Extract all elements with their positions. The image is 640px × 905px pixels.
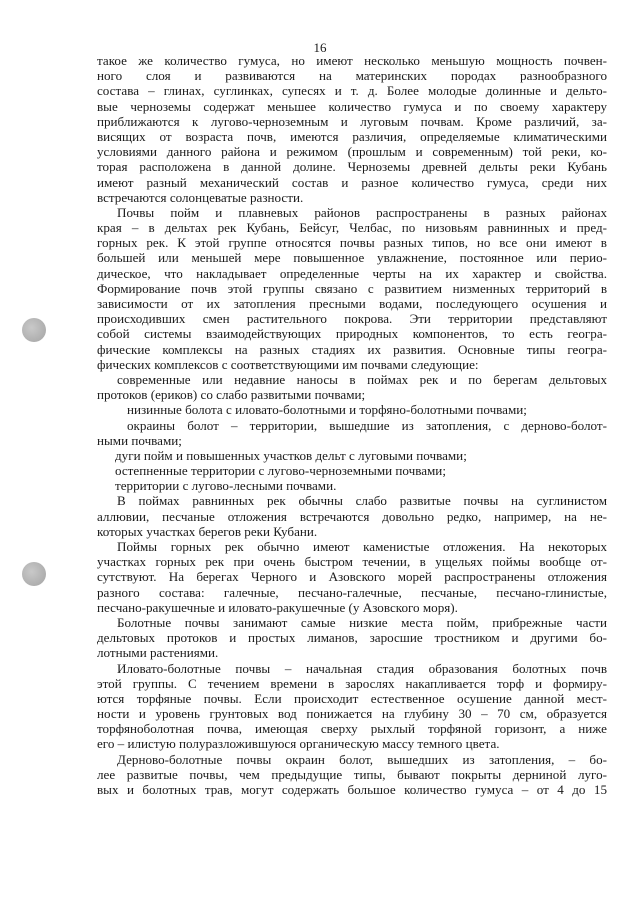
text-line: состава – глинах, суглинках, супесях и т. д. Более молодые долинные и дельто-: [97, 83, 607, 99]
binder-hole-bottom: [22, 562, 46, 586]
text-line: горных рек. К этой группе относятся почвы разных типов, но все они имеют в: [97, 235, 607, 251]
text-line: торфянoболотная почва, имеющая сверху рыхлый торфяной горизонт, а ниже: [97, 721, 607, 737]
text-line: этой группы. С течением времени в зарослях накапливается торф и формиру-: [97, 675, 607, 691]
text-line: остепненные территории с лугово-черноземными почвами;: [115, 463, 446, 479]
text-line: аллювии, песчаные отложения встречаются довольно редко, например, на не-: [97, 508, 607, 524]
text-line: дуги пойм и повышенных участков дельт с луговыми почвами;: [115, 447, 467, 463]
text-line: лее развитые почвы, чем предыдущие типы, бывают покрыты дерниной луго-: [97, 766, 607, 782]
text-line: сутствуют. На берегах Черного и Азовского морей распространены отложения: [97, 569, 607, 585]
page-number: 16: [313, 40, 327, 55]
text-line: Поймы горных рек обычно имеют каменистые отложения. На некоторых: [117, 539, 607, 554]
text-line: участках горных рек при очень быстром течении, в ущельях поймы вообще от-: [97, 554, 607, 570]
text-line: Почвы пойм и плавневых районов распространены в разных районах: [117, 204, 607, 220]
text-line: вые черноземы содержат меньшее количество гумуса и по своему характеру: [97, 98, 607, 114]
text-line: низинные болота с иловато-болотными и торфяно-болотными почвами;: [127, 402, 527, 418]
text-line: ности и уровень грунтовых вод понижается на глубину 30 – 70 см, образуется: [97, 706, 607, 722]
text-line: дельтовых протоков и простых лиманов, заросшие тростником и другими бо-: [97, 630, 607, 646]
text-line: Дерново-болотные почвы окраин болот, вышедших из затопления, – бо-: [117, 751, 607, 767]
text-line: Формирование почв этой группы связано с развитием низменных территорий в: [97, 280, 607, 296]
text-line: территории с лугово-лесными почвами.: [115, 478, 337, 494]
text-line: современные или недавние наносы в поймах рек и по берегам дельтовых: [117, 371, 607, 387]
text-line: встречаются солонцеватые разности.: [97, 189, 304, 205]
text-line: зависимости от их затопления пресными водами, последующего осушения и: [97, 296, 607, 311]
text-line: такое же количество гумуса, но имеют несколько меньшую мощность почвен-: [97, 53, 607, 68]
text-line: протоков (ериков) со слабо развитыми почвами;: [97, 387, 366, 403]
text-line: ного слоя и развиваются на материнских породах разнообразного: [97, 68, 607, 84]
text-line: большей или меньшей мере повышенное увлажнение, постоянное или перио-: [97, 250, 607, 266]
text-line: окраины болот – территории, вышедшие из затопления, с дерново-болот-: [127, 417, 607, 433]
text-line: фических комплексов с соответствующими им почвами следующие:: [97, 356, 479, 372]
text-line: разного состава: галечные, песчано-галечные, песчаные, песчано-глинистые,: [97, 584, 607, 600]
text-line: условиями данного района и режимом (прошлым и современным) той реки, ко-: [97, 144, 607, 160]
text-line: происходивших смен растительного покрова. Эти территории представляют: [97, 311, 607, 327]
text-line: Иловато-болотные почвы – начальная стадия образования болотных почв: [117, 660, 607, 676]
text-line: висящих от возраста почв, имеются различия, определяемые климатическими: [97, 128, 607, 144]
text-line: края – в дельтах рек Кубань, Бейсуг, Челбас, по низовьям равнинных и пред-: [97, 220, 607, 236]
text-line: имеют разный механический состав и разное количество гумуса, среди них: [97, 174, 607, 190]
text-line: его – илистую полуразложившуюся органическую массу темного цвета.: [97, 736, 500, 752]
text-line: ными почвами;: [97, 432, 182, 448]
text-line: торая расположена в данной долине. Черноземы древней дельты реки Кубань: [97, 159, 607, 175]
text-line: вых и болотных трав, могут содержать большое количество гумуса – от 4 до 15: [97, 782, 607, 797]
text-line: В поймах равнинных рек обычны слабо развитые почвы на суглинистом: [117, 493, 607, 509]
text-line: собой системы взаимодействующих природных компонентов, то есть геогра-: [97, 326, 607, 342]
text-line: песчано-ракушечные и иловато-ракушечные (у Азовского моря).: [97, 599, 458, 615]
text-line: лотными растениями.: [97, 645, 219, 661]
text-line: которых участках берегов реки Кубани.: [97, 523, 318, 539]
text-line: приближаются к лугово-черноземным и луговым почвам. Кроме различий, за-: [97, 113, 607, 129]
text-line: Болотные почвы занимают самые низкие места пойм, прибрежные части: [117, 614, 607, 630]
binder-hole-top: [22, 318, 46, 342]
text-line: ются торфяные почвы. Если происходит естественное осушение данной мест-: [97, 690, 607, 706]
text-line: фические комплексы на разных стадиях их развития. Основные типы геогра-: [97, 341, 607, 357]
page-text: [97, 53, 607, 797]
text-line: дическое, что накладывает определенные черты на их характер и свойства.: [97, 265, 607, 281]
